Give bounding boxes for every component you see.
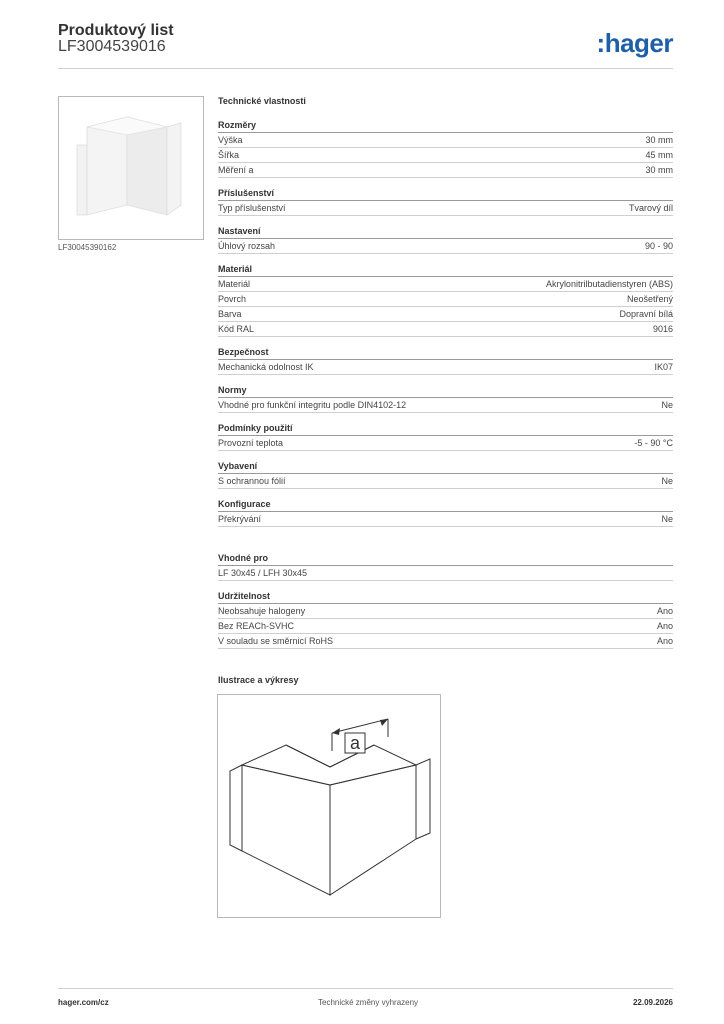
- spec-group-vhodne-pro: [218, 553, 673, 581]
- spec-group-nastaveni: [218, 226, 673, 254]
- product-photo: [58, 96, 204, 240]
- group-title: Konfigurace: [218, 499, 673, 512]
- spec-label: Vhodné pro funkční integritu podle DIN4102-12: [218, 400, 407, 410]
- group-title: Vybavení: [218, 461, 673, 474]
- spec-row: [218, 148, 673, 163]
- spec-group-udrzitelnost: [218, 591, 673, 649]
- spec-label: Materiál: [218, 279, 251, 289]
- illustration-title: Ilustrace a výkresy: [218, 675, 299, 685]
- spec-row: [218, 239, 673, 254]
- spec-row: [218, 512, 673, 527]
- spec-row: [218, 292, 673, 307]
- spec-value: Dopravní bílá: [619, 309, 673, 319]
- spec-value: Ano: [656, 606, 673, 616]
- spec-label: Povrch: [218, 294, 247, 304]
- footer-website[interactable]: hager.com/cz: [58, 998, 109, 1007]
- spec-label: Bez REACh-SVHC: [218, 621, 295, 631]
- spec-value: Neošetřený: [626, 294, 673, 304]
- spec-row: [218, 133, 673, 148]
- spec-row: [218, 566, 673, 581]
- spec-label: Měření a: [218, 165, 254, 175]
- group-title: Udržitelnost: [218, 591, 673, 604]
- spec-group-rozmery: [218, 120, 673, 178]
- header-divider: [58, 68, 673, 69]
- spec-label: Výška: [218, 135, 243, 145]
- section-gap: [218, 537, 673, 553]
- spec-label: Šířka: [218, 150, 240, 160]
- spec-row: [218, 474, 673, 489]
- spec-row: [218, 201, 673, 216]
- spec-value: 45 mm: [645, 150, 673, 160]
- spec-group-material: [218, 264, 673, 337]
- spec-value: Ano: [656, 636, 673, 646]
- hager-logo: :hager: [596, 28, 673, 58]
- spec-row: [218, 360, 673, 375]
- group-title: Příslušenství: [218, 188, 673, 201]
- spec-group-vybaveni: [218, 461, 673, 489]
- spec-group-konfigurace: [218, 499, 673, 527]
- spec-row: [218, 322, 673, 337]
- page-title: Produktový list: [58, 22, 174, 39]
- group-title: Nastavení: [218, 226, 673, 239]
- spec-row: [218, 163, 673, 178]
- spec-value: Ne: [661, 476, 673, 486]
- spec-heading: Technické vlastnosti: [218, 96, 306, 106]
- dimension-label: a: [349, 733, 361, 753]
- spec-row: [218, 277, 673, 292]
- spec-row: [218, 634, 673, 649]
- spec-row: [218, 398, 673, 413]
- spec-label: Provozní teplota: [218, 438, 284, 448]
- spec-label: Neobsahuje halogeny: [218, 606, 306, 616]
- spec-value: IK07: [654, 362, 673, 372]
- group-title: Bezpečnost: [218, 347, 673, 360]
- footer-divider: [58, 988, 673, 989]
- group-title: Normy: [218, 385, 673, 398]
- group-title: Podmínky použití: [218, 423, 673, 436]
- spec-value: Akrylonitrilbutadienstyren (ABS): [545, 279, 673, 289]
- spec-row: [218, 619, 673, 634]
- group-title: Materiál: [218, 264, 673, 277]
- spec-label: Překrývání: [218, 514, 262, 524]
- spec-value: -5 - 90 °C: [634, 438, 673, 448]
- spec-group-normy: [218, 385, 673, 413]
- spec-label: Typ příslušenství: [218, 203, 286, 213]
- spec-value: Ne: [661, 514, 673, 524]
- footer-date: 22.09.2026: [632, 998, 673, 1007]
- spec-label: Mechanická odolnost IK: [218, 362, 314, 372]
- spec-row: [218, 307, 673, 322]
- spec-value: 30 mm: [645, 135, 673, 145]
- group-title: Rozměry: [218, 120, 673, 133]
- spec-label: S ochrannou fólií: [218, 476, 286, 486]
- photo-caption: LF30045390162: [58, 243, 117, 252]
- spec-value: Ano: [656, 621, 673, 631]
- spec-group-podminky: [218, 423, 673, 451]
- spec-section: [218, 96, 673, 659]
- spec-label: Kód RAL: [218, 324, 255, 334]
- spec-value: 30 mm: [645, 165, 673, 175]
- spec-label: Úhlový rozsah: [218, 241, 276, 251]
- spec-group-bezpecnost: [218, 347, 673, 375]
- product-code: LF3004539016: [58, 38, 166, 55]
- group-title: Vhodné pro: [218, 553, 673, 566]
- spec-value: Tvarový díl: [628, 203, 673, 213]
- technical-drawing: [217, 694, 441, 918]
- spec-group-prislusenstvi: [218, 188, 673, 216]
- spec-label: Barva: [218, 309, 242, 319]
- spec-value: Ne: [661, 400, 673, 410]
- spec-label: LF 30x45 / LFH 30x45: [218, 568, 308, 578]
- spec-value: 9016: [652, 324, 673, 334]
- spec-value: 90 - 90: [644, 241, 673, 251]
- spec-row: [218, 436, 673, 451]
- spec-row: [218, 604, 673, 619]
- footer-notice: Technické změny vyhrazeny: [318, 998, 419, 1007]
- spec-label: V souladu se směrnicí RoHS: [218, 636, 334, 646]
